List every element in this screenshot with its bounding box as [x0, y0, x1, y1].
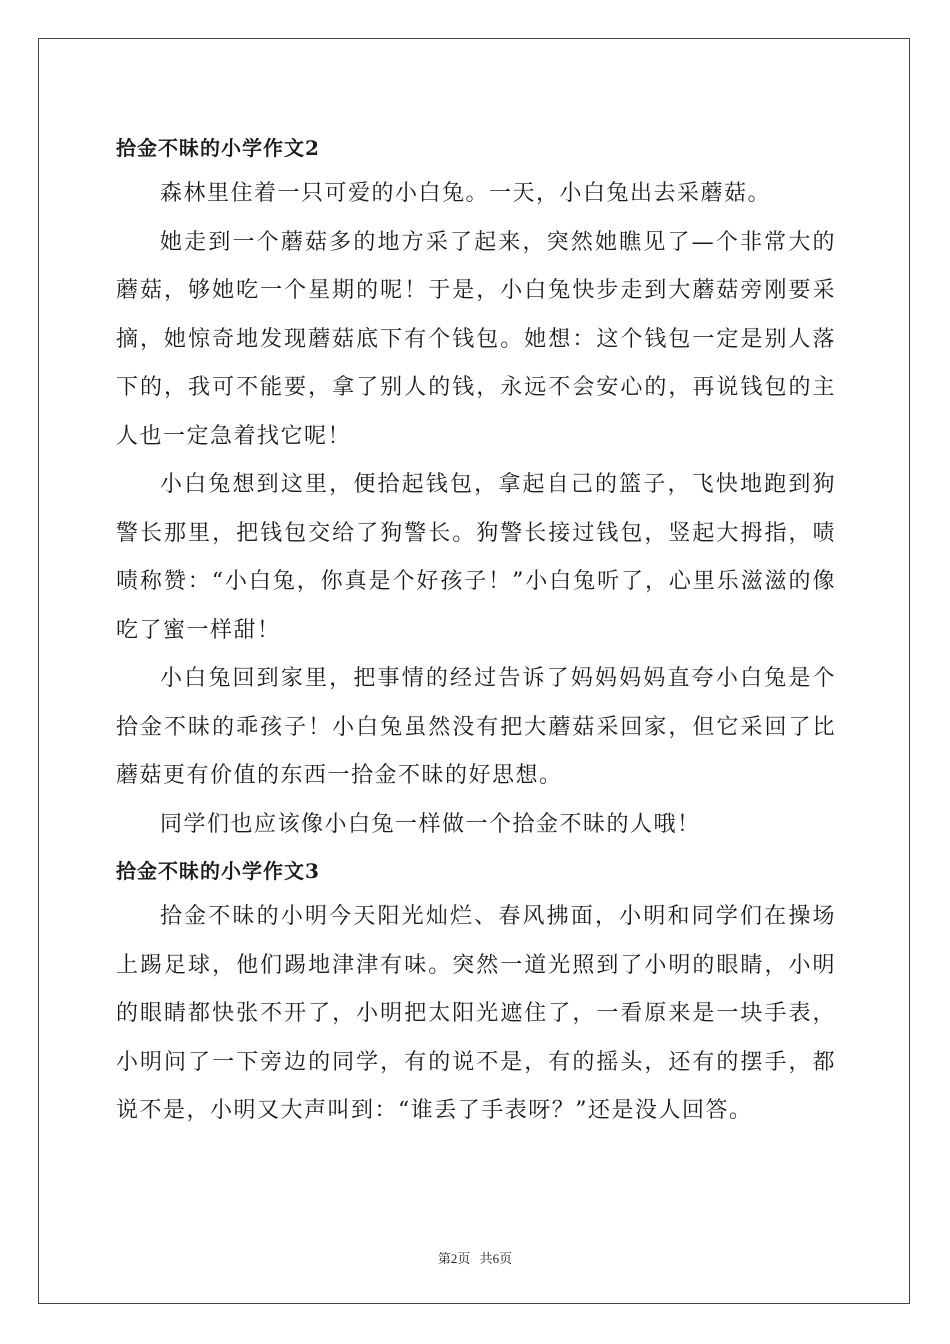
paragraph: 她走到一个蘑菇多的地方采了起来，突然她瞧见了—个非常大的蘑菇，够她吃一个星期的呢！于是，小白兔快步走到大蘑菇旁刚要采摘，她惊奇地发现蘑菇底下有个钱包。她想：这个钱包一定是别人落下的，我可不能要，拿了别人的钱，永远不会安心的，再说钱包的主人也一定急着找它呢！ [116, 229, 836, 449]
paragraph: 森林里住着一只可爱的小白兔。一天，小白兔出去采蘑菇。 [160, 181, 772, 206]
section-heading: 拾金不昧的小学作文2 [116, 136, 320, 160]
page-total: 共6页 [479, 1251, 513, 1266]
page-footer [0, 1248, 950, 1267]
section-heading: 拾金不昧的小学作文3 [116, 859, 320, 883]
page-number: 第2页 [437, 1251, 471, 1266]
paragraph: 拾金不昧的小明今天阳光灿烂、春风拂面，小明和同学们在操场上踢足球，他们踢地津津有味。突然一道光照到了小明的眼睛，小明的眼睛都快张不开了，小明把太阳光遮住了，一看原来是一块手表，小明问了一下旁边的同学，有的说不是，有的摇头，还有的摆手，都说不是，小明又大声叫到：“谁丢了手表呀？”还是没人回答。 [116, 904, 836, 1123]
paragraph: 同学们也应该像小白兔一样做一个拾金不昧的人哦！ [160, 811, 701, 837]
paragraph: 小白兔想到这里，便拾起钱包，拿起自己的篮子，飞快地跑到狗警长那里，把钱包交给了狗警长。狗警长接过钱包，竖起大拇指，啧啧称赞：“小白兔，你真是个好孩子！”小白兔听了，心里乐滋滋的像吃了蜜一样甜！ [116, 472, 836, 643]
paragraph: 小白兔回到家里，把事情的经过告诉了妈妈妈妈直夸小白兔是个拾金不昧的乖孩子！小白兔虽然没有把大蘑菇采回家，但它采回了比蘑菇更有价值的东西一拾金不昧的好思想。 [116, 666, 836, 788]
document-body [116, 126, 836, 1136]
